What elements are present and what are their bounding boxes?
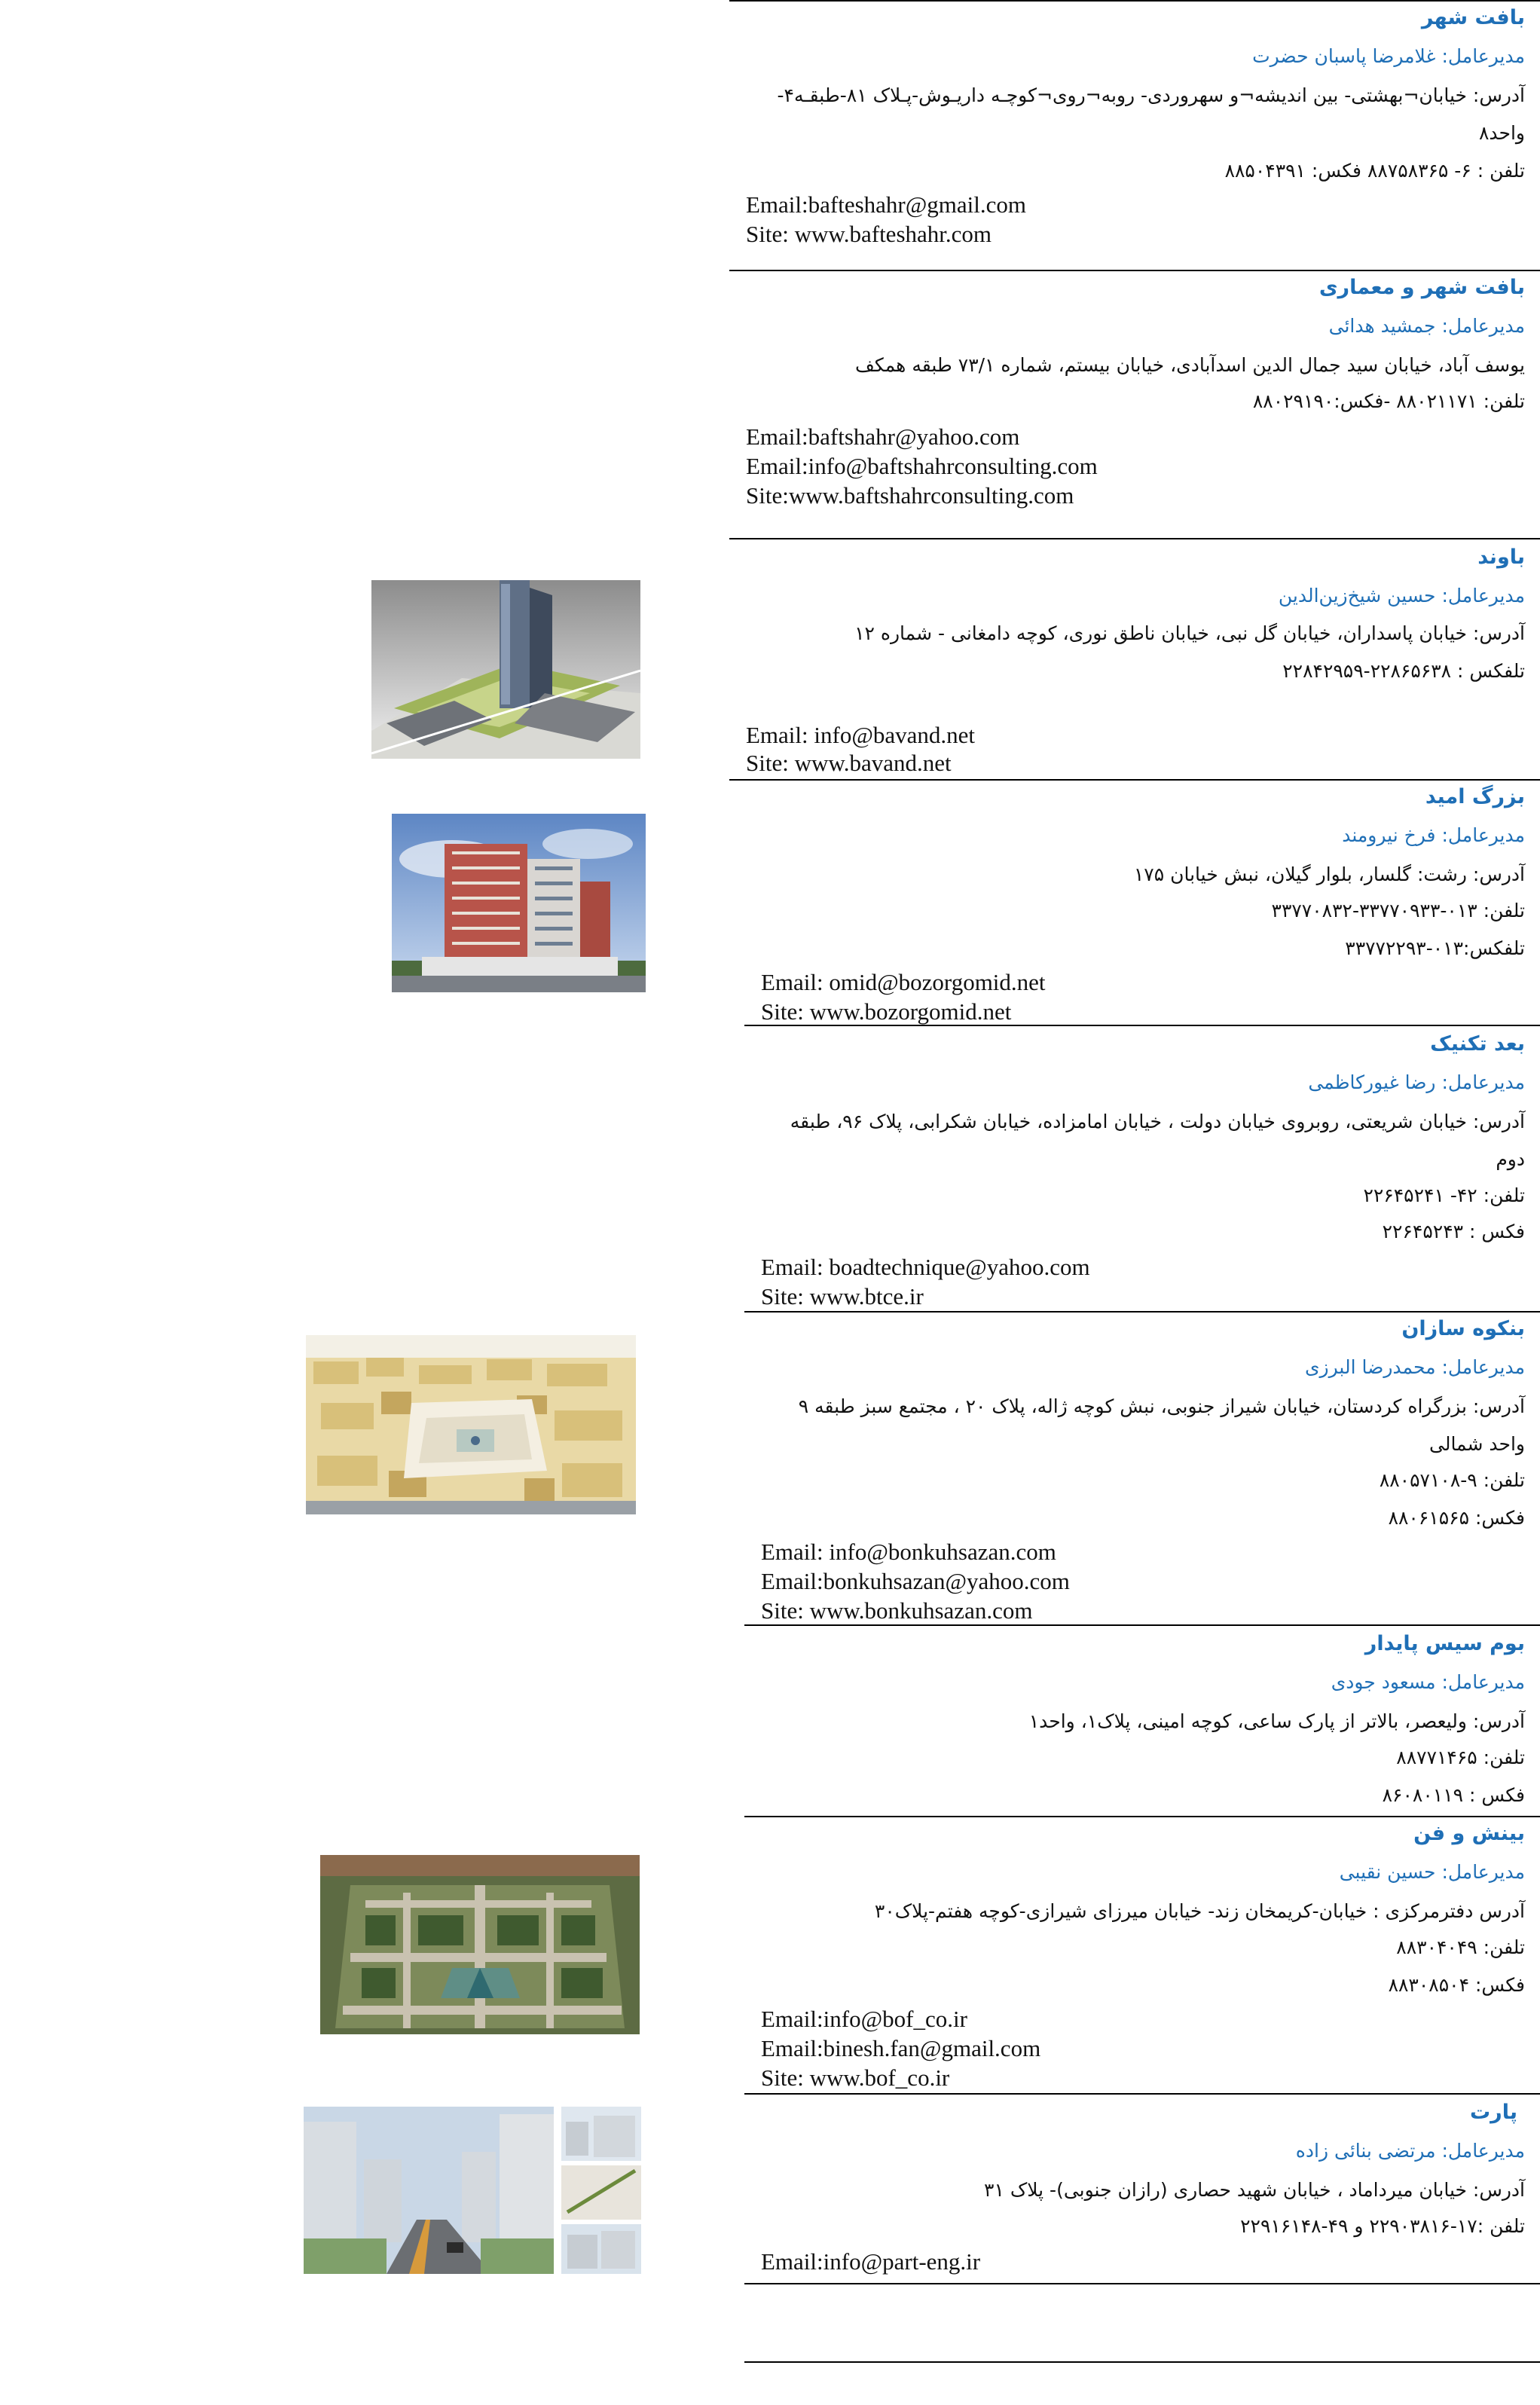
company-phone: تلفن: ۴۲- ۲۲۶۴۵۲۴۱: [1363, 1184, 1525, 1206]
company-email[interactable]: Email:info@part-eng.ir: [761, 2248, 981, 2275]
company-email[interactable]: Email: omid@bozorgomid.net: [761, 969, 1046, 995]
residential-street-collage-image: [304, 2107, 641, 2274]
company-website[interactable]: Site: www.bavand.net: [746, 750, 952, 776]
company-manager: مدیرعامل: حسین شیخ‌زین‌الدین: [1278, 585, 1525, 607]
company-website[interactable]: Site: www.bof_co.ir: [761, 2064, 950, 2091]
company-address: آدرس: رشت: گلسار، بلوار گیلان، نبش خیابان ۱۷۵: [1133, 863, 1525, 885]
company-phone-fax: تلفن: ۸۸۰۲۱۱۷۱ -فکس:۸۸۰۲۹۱۹۰: [1252, 390, 1525, 412]
company-name: بینش و فن: [1413, 1822, 1525, 1845]
company-name: باوند: [1477, 545, 1525, 569]
entry-separator: [729, 779, 1540, 781]
company-email[interactable]: Email: info@bonkuhsazan.com: [761, 1539, 1056, 1565]
company-name: بوم سیس پایدار: [1364, 1632, 1525, 1655]
company-address: آدرس: خیابان¬بهشتی- بین اندیشه¬و سهروردی- روبه¬روی¬کوچـه داریـوش-پـلاک ۸۱-طبقـه۴-واحد۸: [777, 84, 1525, 144]
entry-separator: [744, 1025, 1540, 1026]
company-phone: تلفن: ۰۱۳-۳۳۷۷۰۹۳۳-۳۳۷۷۰۸۳۲: [1271, 900, 1525, 921]
company-website[interactable]: Site: www.bafteshahr.com: [746, 221, 992, 247]
company-phone: تلفن: ۸۸۳۰۴۰۴۹: [1396, 1936, 1525, 1958]
company-manager: مدیرعامل: جمشید هدائی: [1328, 315, 1525, 337]
company-manager: مدیرعامل: فرخ نیرومند: [1342, 824, 1525, 846]
company-fax: فکس : ۲۲۶۴۵۲۴۳: [1382, 1221, 1525, 1242]
company-fax: فکس : ۸۶۰۸۰۱۱۹: [1382, 1784, 1525, 1806]
tower-render-image: [371, 580, 640, 759]
company-telfax: تلفکس : ۲۲۸۶۵۶۳۸-۲۲۸۴۲۹۵۹: [1282, 660, 1525, 682]
company-name: پارت: [1470, 2101, 1517, 2124]
entry-separator: [729, 538, 1540, 539]
company-email[interactable]: Email:baftshahr@yahoo.com: [746, 423, 1020, 450]
company-fax: فکس: ۸۸۰۶۱۵۶۵: [1388, 1507, 1525, 1529]
company-address: آدرس: خیابان میرداماد ، خیابان شهید حصاری (رازان جنوبی)- پلاک ۳۱: [984, 2179, 1525, 2201]
company-telfax: تلفکس:۰۱۳-۳۳۷۷۲۲۹۳: [1345, 937, 1525, 959]
company-manager: مدیرعامل: مرتضی بنائی زاده: [1295, 2140, 1525, 2162]
company-email[interactable]: Email:bafteshahr@gmail.com: [746, 191, 1027, 218]
company-email[interactable]: Email:binesh.fan@gmail.com: [761, 2035, 1041, 2061]
company-email[interactable]: Email:bonkuhsazan@yahoo.com: [761, 1568, 1070, 1594]
company-address: یوسف آباد، خیابان سید جمال الدین اسدآبادی، خیابان بیستم، شماره ۷۳/۱ طبقه همکف: [855, 354, 1525, 376]
company-fax: فکس: ۸۸۳۰۸۵۰۴: [1388, 1974, 1525, 1996]
company-name: بزرگ امید: [1425, 785, 1525, 808]
company-website[interactable]: Site: www.btce.ir: [761, 1283, 924, 1309]
company-address: آدرس: بزرگراه کردستان، خیابان شیراز جنوبی، نبش کوچه ژاله، پلاک ۲۰ ، مجتمع سبز طبقه ۹ واحد شمالی: [798, 1395, 1525, 1455]
page-bottom-separator: [744, 2361, 1540, 2363]
company-name: بافت شهر: [1421, 6, 1525, 29]
entry-separator: [744, 1624, 1540, 1626]
company-address: آدرس: خیابان پاسداران، خیابان گل نبی، خیابان ناطق نوری، کوچه دامغانی - شماره ۱۲: [854, 622, 1525, 644]
company-website[interactable]: Site:www.baftshahrconsulting.com: [746, 482, 1074, 509]
garden-plan-image: [320, 1855, 640, 2034]
entry-top-separator: [729, 0, 1540, 2]
company-manager: مدیرعامل: مسعود جودی: [1331, 1671, 1525, 1693]
company-manager: مدیرعامل: غلامرضا پاسبان حضرت: [1252, 45, 1525, 67]
entry-separator: [744, 1816, 1540, 1817]
company-name: بنکوه سازان: [1401, 1317, 1525, 1340]
company-phone: تلفن: ۹-۸۸۰۵۷۱۰۸: [1379, 1469, 1525, 1491]
company-phone-fax: تلفن : ۶- ۸۸۷۵۸۳۶۵ فکس: ۸۸۵۰۴۳۹۱: [1224, 160, 1525, 182]
entry-separator: [729, 270, 1540, 271]
entry-separator: [744, 2093, 1540, 2095]
company-manager: مدیرعامل: محمدرضا البرزی: [1304, 1356, 1525, 1378]
company-phone: تلفن: ۸۸۷۷۱۴۶۵: [1396, 1746, 1525, 1768]
company-phone: تلفن :۱۷-۲۲۹۰۳۸۱۶ و ۴۹-۲۲۹۱۶۱۴۸: [1240, 2215, 1525, 2237]
company-address: آدرس دفترمرکزی : خیابان-کریمخان زند- خیابان میرزای شیرازی-کوچه هفتم-پلاک۳۰: [874, 1900, 1525, 1922]
company-email[interactable]: Email: boadtechnique@yahoo.com: [761, 1254, 1090, 1280]
company-address: آدرس: ولیعصر، بالاتر از پارک ساعی، کوچه امینی، پلاک۱، واحد۱: [1028, 1710, 1525, 1732]
company-manager: مدیرعامل: رضا غیورکاظمی: [1308, 1071, 1525, 1093]
old-city-model-image: [306, 1335, 636, 1514]
company-manager: مدیرعامل: حسین نقیبی: [1339, 1861, 1525, 1883]
company-email[interactable]: Email:info@bof_co.ir: [761, 2006, 967, 2032]
company-email[interactable]: Email:info@baftshahrconsulting.com: [746, 453, 1098, 479]
company-name: بعد تکنیک: [1430, 1032, 1525, 1056]
company-address: آدرس: خیابان شریعتی، روبروی خیابان دولت ، خیابان امامزاده، خیابان شکرابی، پلاک ۹۶، طبقه دوم: [790, 1111, 1525, 1170]
company-website[interactable]: Site: www.bonkuhsazan.com: [761, 1597, 1033, 1624]
company-email[interactable]: Email: info@bavand.net: [746, 722, 976, 748]
company-website[interactable]: Site: www.bozorgomid.net: [761, 998, 1012, 1025]
company-name: بافت شهر و معماری: [1318, 276, 1525, 299]
highrise-building-image: [392, 814, 646, 992]
entry-separator: [744, 1311, 1540, 1313]
entry-bottom-separator: [744, 2283, 1540, 2284]
